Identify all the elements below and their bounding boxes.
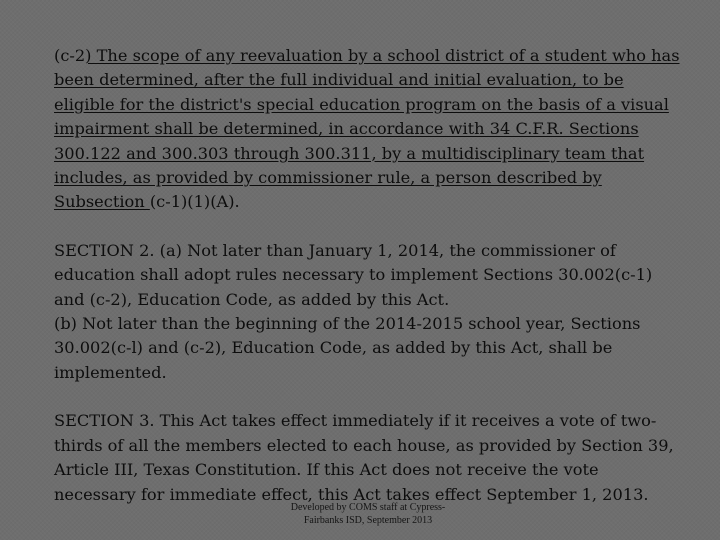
footer-credit bbox=[256, 501, 480, 527]
footer-credit-line-1: Developed by COMS staff at Cypress- bbox=[290, 502, 446, 513]
footer-credit-line-2: Fairbanks ISD, September 2013 bbox=[303, 515, 433, 526]
section-3-paragraph: SECTION 3. This Act takes effect immediately if it receives a vote of two-thirds of all the members elected to each house, as provided by Section 39, Article III, Texas Constitution. If this Act does not receive the vote necessary for immediate effect, this Act takes effect September 1, 2013. bbox=[54, 411, 674, 504]
section-2-part-b: (b) Not later than the beginning of the 2014-2015 school year, Sections 30.002(c-l) and (c-2), Education Code, as added by this Act, shall be implemented. bbox=[54, 314, 641, 382]
section-c2-suffix: (c-1)(1)(A). bbox=[149, 192, 240, 212]
section-2-paragraph bbox=[54, 239, 684, 385]
section-2-part-a: SECTION 2. (a) Not later than January 1, 2014, the commissioner of education shall adopt rules necessary to implement Sections 30.002(c-1) and (c-2), Education Code, as added by this Act. bbox=[54, 240, 653, 309]
section-c2-prefix: (c-2 bbox=[54, 46, 86, 65]
section-c2-underlined-text: ) The scope of any reevaluation by a school district of a student who has been determined, after the full individual and initial evaluation, to be eligible for the district's special education program on the basis of a visual impairment shall be determined, in accordance with 34 C.F.R. Sections 300.122 and 300.303 through 300.311, by a multidisciplinary team that includes, as provided by commissioner rule, a person described by Subsection bbox=[54, 46, 680, 212]
section-c2-paragraph bbox=[54, 44, 684, 215]
slide-content bbox=[54, 44, 684, 507]
